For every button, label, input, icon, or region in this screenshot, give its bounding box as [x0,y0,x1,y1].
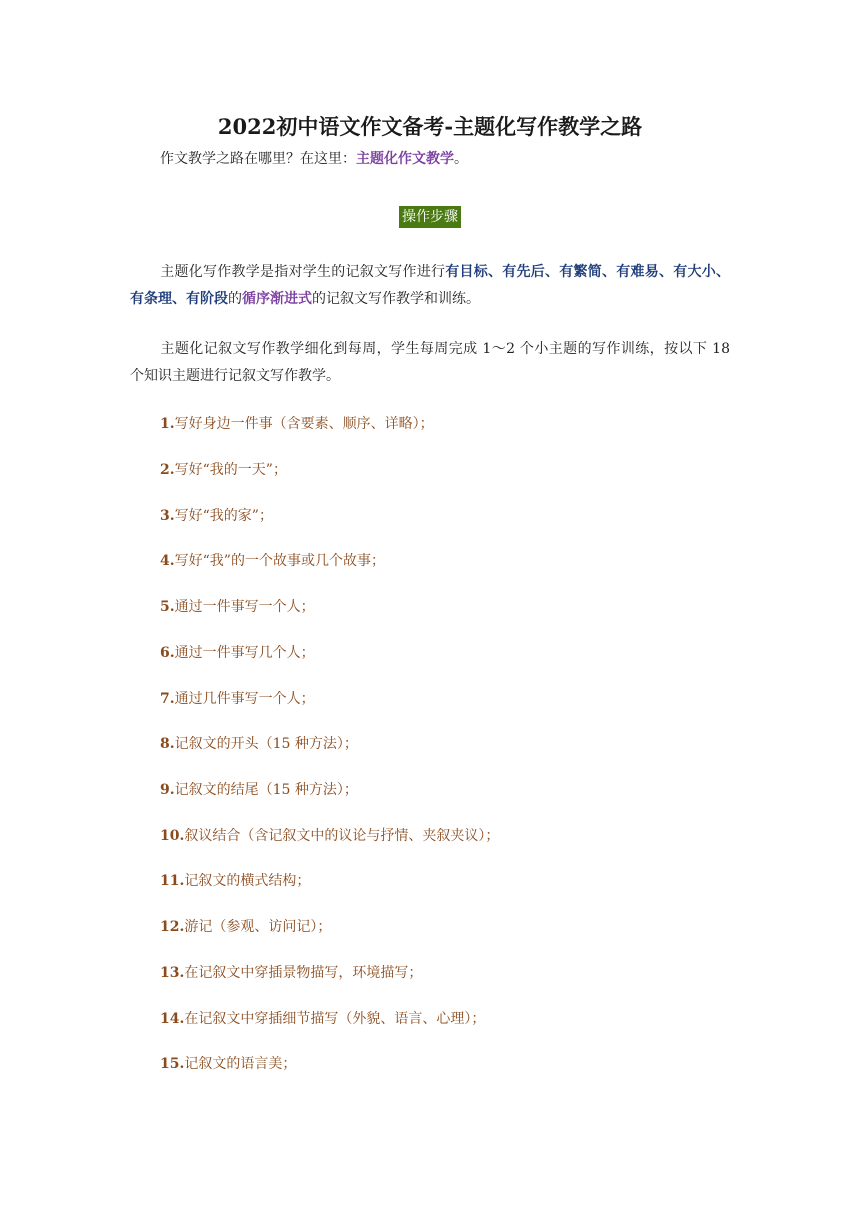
item-text: 在记叙文中穿插景物描写，环境描写； [184,965,423,981]
item-number: 8. [160,736,175,752]
list-item [160,506,273,526]
list-item [160,826,499,846]
intro-line [160,147,468,171]
list-item [160,689,315,709]
item-number: 14. [160,1011,185,1027]
item-number: 4. [160,553,175,569]
item-text: 游记（参观、访问记）； [184,919,332,935]
list-item [160,551,385,571]
item-number: 5. [160,599,175,615]
step-badge: 操作步骤 [399,206,461,228]
list-item [160,414,434,434]
list-item [160,780,358,800]
list-item [160,460,287,480]
item-number: 10. [160,828,185,844]
item-text: 通过一件事写一个人； [174,599,315,615]
item-number: 2. [160,462,175,478]
para1-prefix: 主题化写作教学是指对学生的记叙文写作进行 [160,264,446,280]
item-text: 记叙文的横式结构； [184,873,311,889]
item-number: 3. [160,508,175,524]
list-item [160,871,310,891]
item-text: 记叙文的结尾（15 种方法）； [174,782,358,798]
item-number: 12. [160,919,185,935]
list-item [160,1054,296,1074]
list-item [160,643,315,663]
paragraph-definition [130,259,730,313]
para1-highlight-progressive: 循序渐进式 [242,291,312,307]
intro-prefix: 作文教学之路在哪里？在这里： [160,151,356,167]
item-text: 写好身边一件事（含要素、顺序、详略）； [174,416,434,432]
item-text: 通过几件事写一个人； [174,691,315,707]
item-number: 1. [160,416,175,432]
list-item [160,963,422,983]
para2-text: 主题化记叙文写作教学细化到每周，学生每周完成 1～2 个小主题的写作训练，按以下 18 个知识主题进行记叙文写作教学。 [130,341,730,384]
intro-highlight: 主题化作文教学 [356,151,454,167]
para1-suffix: 的记叙文写作教学和训练。 [312,291,480,307]
item-text: 通过一件事写几个人； [174,645,315,661]
item-number: 9. [160,782,175,798]
list-item [160,1009,485,1029]
item-number: 11. [160,873,185,889]
para1-highlight-goals: 有目标、有先后、有繁简、有难易、有大小、有条理、有阶段 [130,264,730,307]
item-number: 7. [160,691,175,707]
step-heading [0,206,860,228]
item-text: 写好“我的家”； [174,508,273,524]
item-number: 13. [160,965,185,981]
item-number: 15. [160,1056,185,1072]
list-item [160,597,315,617]
intro-suffix: 。 [454,151,468,167]
paragraph-weekly [130,336,730,390]
item-text: 记叙文的开头（15 种方法）； [174,736,358,752]
item-text: 在记叙文中穿插细节描写（外貌、语言、心理）； [184,1011,486,1027]
list-item [160,734,358,754]
item-text: 叙议结合（含记叙文中的议论与抒情、夹叙夹议）； [184,828,500,844]
document-title: 2022初中语文作文备考-主题化写作教学之路 [217,114,643,139]
item-text: 记叙文的语言美； [184,1056,297,1072]
item-text: 写好“我的一天”； [174,462,287,478]
item-text: 写好“我”的一个故事或几个故事； [174,553,385,569]
para1-mid: 的 [228,291,242,307]
list-item [160,917,331,937]
item-number: 6. [160,645,175,661]
